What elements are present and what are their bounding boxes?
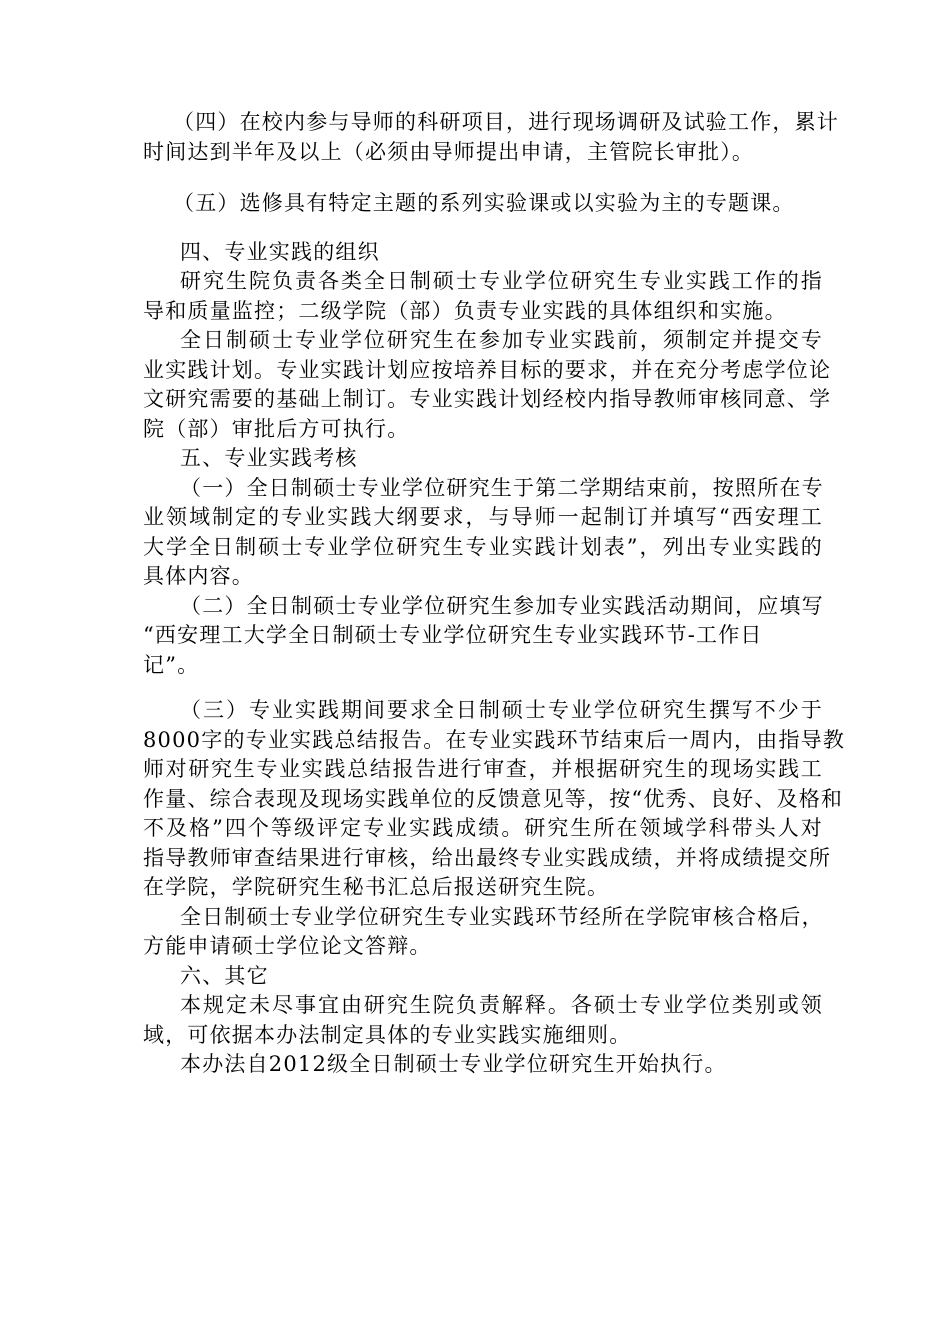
paragraph-item-five [143,189,823,219]
paragraph-assessment-three [143,696,846,903]
paragraph-assessment-two [143,592,823,681]
text-line: 业领域制定的专业实践大纲要求，与导师一起制订并填写“西安理工 [143,505,823,529]
paragraph-assessment-one [143,474,823,592]
text-line: 业实践计划。专业实践计划应按培养目标的要求，并在充分考虑学位论 [143,357,832,382]
text-line: 本规定未尽事宜由研究生院负责解释。各硕士专业学位类别或领 [180,993,823,1017]
text-line: 指导教师审查结果进行审核，给出最终专业实践成绩，并将成绩提交所 [143,845,832,870]
text-line: （一）全日制硕士专业学位研究生于第二学期结束前，按照所在专 [180,475,824,500]
text-line: 记”。 [143,652,200,677]
paragraph-item-four [143,108,839,167]
text-line: 文研究需要的基础上制订。专业实践计划经校内指导教师审核同意、学 [143,387,832,411]
text-line: 院（部）审批后方可执行。 [143,416,410,441]
text-line: （四）在校内参与导师的科研项目，进行现场调研及试验工作，累计 [173,110,839,134]
text-line: 时间达到半年及以上（必须由导师提出申请，主管院长审批）。 [143,139,755,164]
paragraph-interpretation [143,991,823,1050]
document-page [143,108,846,1080]
text-line: 大学全日制硕士专业学位研究生专业实践计划表”，列出专业实践的 [143,534,823,559]
paragraph-defense-requirement [143,903,823,962]
text-line: （三）专业实践期间要求全日制硕士专业学位研究生撰写不少于 [180,698,823,722]
text-line: 具体内容。 [143,564,254,588]
text-line: 方能申请硕士学位论文答辩。 [143,934,432,958]
text-line: 8000字的专业实践总结报告。在专业实践环节结束后一周内，由指导教 [143,727,846,752]
section-heading: 五、专业实践考核 [180,446,358,470]
paragraph-organization-responsibility [143,267,823,326]
text-line: 全日制硕士专业学位研究生在参加专业实践前，须制定并提交专 [180,328,823,352]
text-line: 师对研究生专业实践总结报告进行审查，并根据研究生的现场实践工 [143,757,823,781]
text-line: （五）选修具有特定主题的系列实验课或以实验为主的专题课。 [173,191,795,215]
section-heading-other [143,962,823,992]
section-heading: 四、专业实践的组织 [180,239,380,264]
text-line: 在学院，学院研究生秘书汇总后报送研究生院。 [143,875,610,899]
text-line: 研究生院负责各类全日制硕士专业学位研究生专业实践工作的指 [180,269,823,293]
text-line: “西安理工大学全日制硕士专业学位研究生专业实践环节-工作日 [143,623,763,647]
text-line: 不及格”四个等级评定专业实践成绩。研究生所在领域学科带头人对 [143,816,823,840]
paragraph-practice-plan [143,326,832,444]
text-line: 全日制硕士专业学位研究生专业实践环节经所在学院审核合格后， [180,904,824,929]
text-line: 作量、综合表现及现场实践单位的反馈意见等，按“优秀、良好、及格和 [143,786,844,811]
text-line: 域，可依据本办法制定具体的专业实践实施细则。 [143,1022,632,1047]
section-heading: 六、其它 [180,963,269,988]
paragraph-effective-date [143,1050,823,1080]
section-heading-assessment [143,444,823,474]
text-line: （二）全日制硕士专业学位研究生参加专业实践活动期间，应填写 [180,593,824,618]
text-line: 本办法自2012级全日制硕士专业学位研究生开始执行。 [180,1052,727,1076]
text-line: 导和质量监控；二级学院（部）负责专业实践的具体组织和实施。 [143,298,787,323]
section-heading-organization [143,238,823,268]
